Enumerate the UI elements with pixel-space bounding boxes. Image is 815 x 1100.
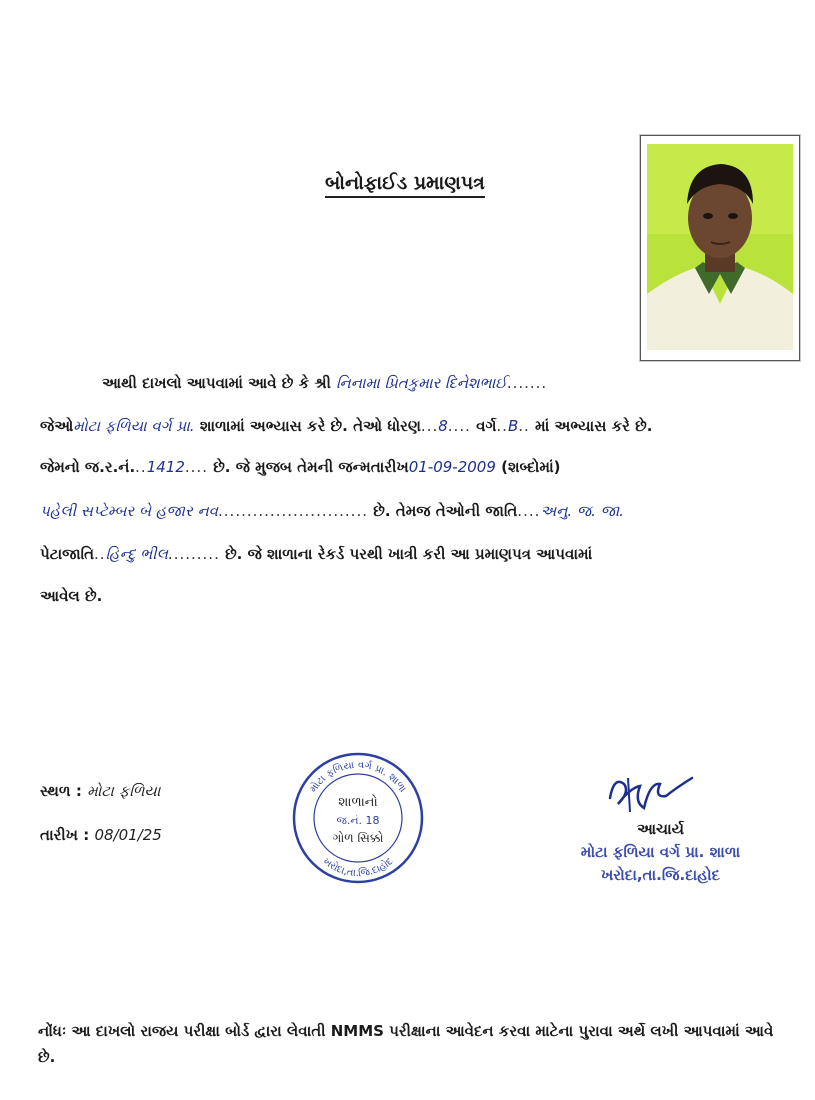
stamp-center-label: શાળાનો — [338, 795, 378, 810]
line3-prefix: જેમનો જ.ર.નં. — [40, 458, 136, 476]
stamp-reg-number: જ.નં. 18 — [336, 814, 380, 827]
body-line-6: આવેલ છે. — [40, 587, 103, 605]
caste-value: અનુ. જ. જા. — [540, 502, 624, 520]
line1-prefix: આથી દાખલો આપવામાં આવે છે કે શ્રી — [102, 374, 331, 392]
date-label: તારીખ : — [40, 826, 90, 844]
line2-suffix: માં અભ્યાસ કરે છે. — [535, 417, 653, 435]
line2-prefix: જેઓ — [40, 417, 74, 435]
student-name: નિનામા પ્રિતકુમાર દિનેશભાઈ — [336, 374, 507, 392]
line4-mid: છે. તેમજ તેઓની જાતિ — [373, 502, 518, 520]
standard-value: 8 — [438, 417, 448, 435]
footnote: નોંધઃ આ દાખલો રાજય પરીક્ષા બોર્ડ દ્વારા લેવાતી NMMS પરીક્ષાના આવેદન કરવા માટેના પુરાવા અર્થે લખી આપવામાં આવે છે. — [38, 1022, 774, 1066]
stamp-top-text: મોટા ફળિયા વર્ગ પ્રા. શાળા — [307, 759, 409, 795]
line3-mid: છે. જે મુજબ તેમની જન્મતારીખ — [213, 458, 409, 476]
stamp-seal-text: ગોળ સિક્કો — [332, 831, 384, 845]
stamp-bottom-text: ખરોદા,તા.જિ.દાહોદ — [320, 855, 396, 880]
principal-stamp — [548, 818, 773, 887]
date-value: 08/01/25 — [94, 826, 162, 844]
school-round-stamp — [288, 748, 428, 888]
place-row — [40, 782, 160, 800]
body-line-4: પહેલી સપ્ટેમ્બર બે હજાર નવ.......................... છે. તેમજ તેઓની જાતિ....અનુ. જ. જા. — [40, 502, 624, 520]
birth-date-words: પહેલી સપ્ટેમ્બર બે હજાર નવ — [40, 502, 219, 520]
student-photo — [640, 135, 800, 361]
division-value: B — [507, 417, 519, 435]
place-label: સ્થળ : — [40, 782, 82, 800]
line5-prefix: પેટાજાતિ — [40, 545, 95, 563]
body-line-2: જેઓમોટા ફળિયા વર્ગ પ્રા. શાળામાં અભ્યાસ કરે છે. તેઓ ધોરણ...8.... વર્ગ..B.. માં અભ્યાસ કરે છે. — [40, 417, 653, 435]
school-name: મોટા ફળિયા વર્ગ પ્રા. — [73, 417, 195, 435]
place-value: મોટા ફળિયા — [87, 782, 161, 800]
line3-suffix: (શબ્દોમાં) — [501, 458, 561, 476]
principal-title: આચાર્ય — [636, 820, 685, 838]
principal-school: મોટા ફળિયા વર્ગ પ્રા. શાળા — [580, 843, 741, 861]
subcaste-value: હિન્દુ ભીલ — [105, 545, 168, 563]
line2-mid: શાળામાં અભ્યાસ કરે છે. તેઓ ધોરણ — [199, 417, 421, 435]
register-number: 1412 — [146, 458, 185, 476]
principal-place: ખરોદા,તા.જિ.દાહોદ — [600, 866, 721, 884]
certificate-title: બોનોફાઈડ પ્રમાણપત્ર — [325, 172, 485, 198]
birth-date: 01-09-2009 — [408, 458, 496, 476]
body-line-5: પેટાજાતિ..હિન્દુ ભીલ......... છે. જે શાળાના રેકર્ડ પરથી ખાત્રી કરી આ પ્રમાણપત્ર આપવામાં — [40, 545, 593, 563]
class-label: વર્ગ — [476, 417, 497, 435]
date-row — [40, 826, 162, 844]
body-line-3: જેમનો જ.ર.નં...1412.... છે. જે મુજબ તેમની જન્મતારીખ01-09-2009 (શબ્દોમાં) — [40, 458, 561, 476]
body-line-1: આથી દાખલો આપવામાં આવે છે કે શ્રી નિનામા પ્રિતકુમાર દિનેશભાઈ....... — [102, 374, 548, 392]
line5-suffix: છે. જે શાળાના રેકર્ડ પરથી ખાત્રી કરી આ પ્રમાણપત્ર આપવામાં — [225, 545, 593, 563]
